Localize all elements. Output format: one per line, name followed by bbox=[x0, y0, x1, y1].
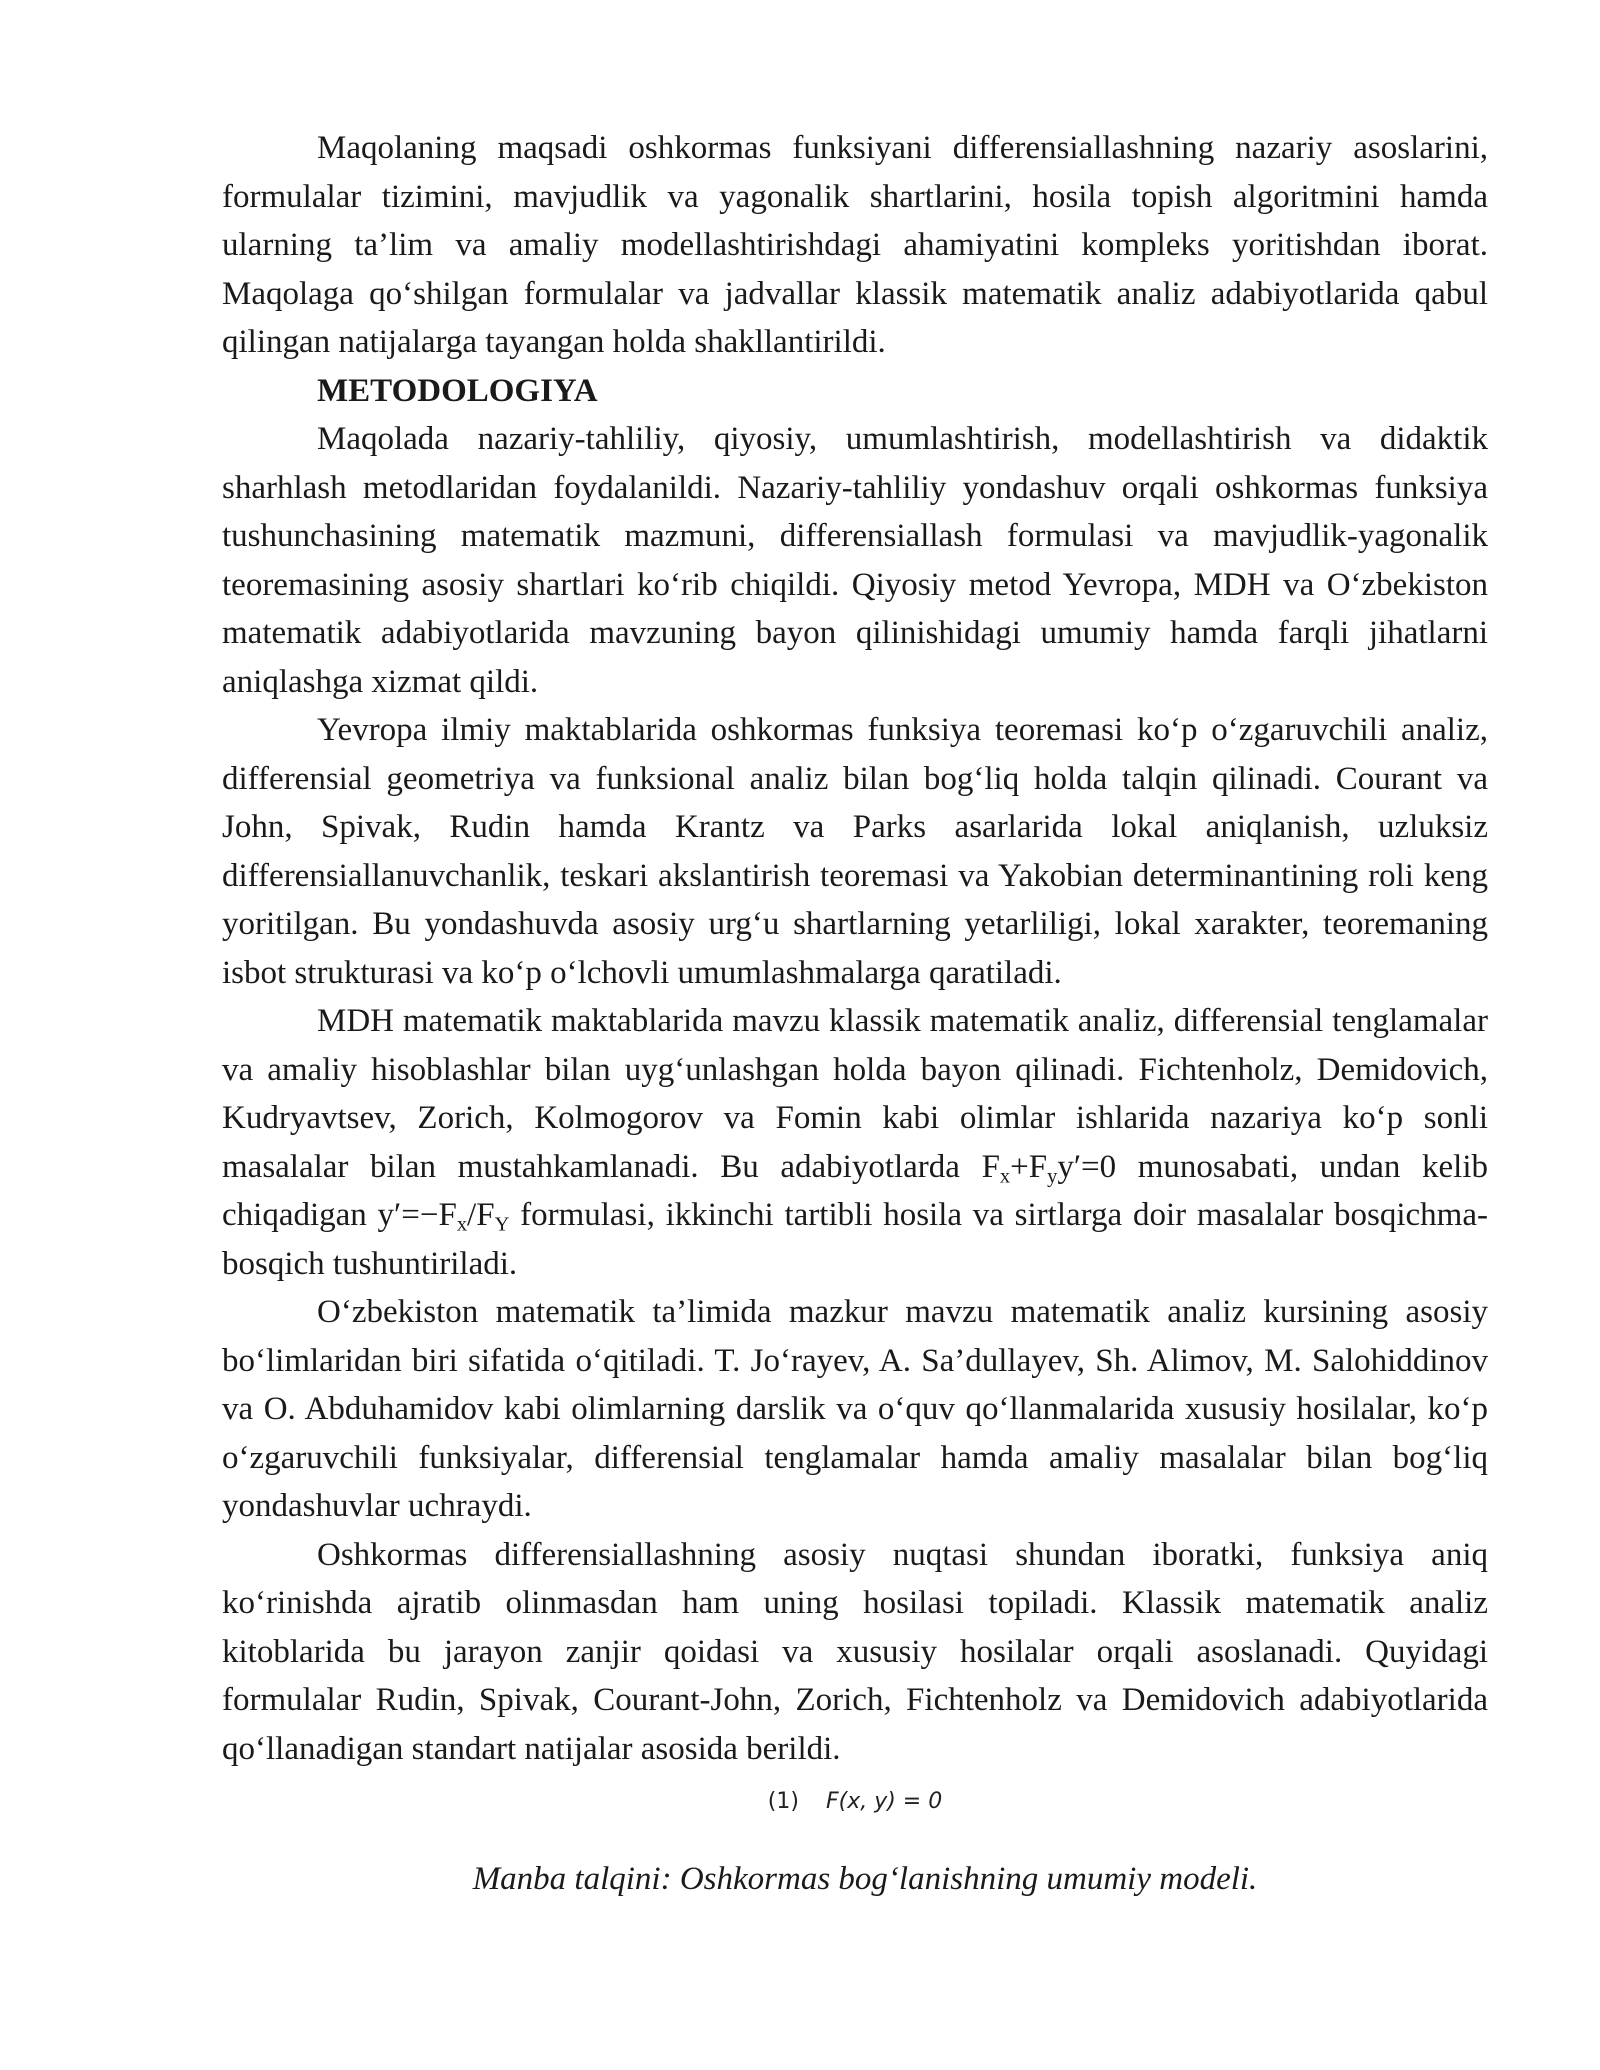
paragraph-implicit-differentiation: Oshkormas differensiallashning asosiy nuqtasi shundan iboratki, funksiya aniq ko‘rinishda ajratib olinmasdan ham uning hosilasi topiladi. Klassik matematik analiz kitoblarida bu jarayon zanjir qoidasi va xususiy hosilalar orqali asoslanadi. Quyidagi formulalar Rudin, Spivak, Courant-John, Zorich, Fichtenholz va Demidovich adabiyotlarida qo‘llanadigan standart natijalar asosida berildi. bbox=[222, 1536, 1488, 1767]
subscript-x: x bbox=[999, 1165, 1011, 1188]
section-heading-methodology: METODOLOGIYA bbox=[317, 372, 598, 409]
paragraph-methods: Maqolada nazariy-tahliliy, qiyosiy, umumlashtirish, modellashtirish va didaktik sharhlash metodlaridan foydalanildi. Nazariy-tahliliy yondashuv orqali oshkormas funksiya tushunchasining matematik mazmuni, differensiallash formulasi va mavjudlik-yagonalik teoremasining asosiy shartlari ko‘rib chiqildi. Qiyosiy metod Yevropa, MDH va O‘zbekiston matematik adabiyotlarida mavzuning bayon qilinishidagi umumiy hamda farqli jihatlarni aniqlashga xizmat qildi. bbox=[222, 421, 1488, 700]
formula-inline-plus-F: +F bbox=[1010, 1148, 1048, 1185]
equation-text: F(x, y) = 0 bbox=[825, 1789, 943, 1814]
subscript-x-2: x bbox=[456, 1213, 468, 1236]
paragraph-cis bbox=[222, 997, 1488, 1288]
paragraph-cis-text-end: formulasi, ikkinchi tartibli hosila va sirtlarga doir masalalar bosqichma-bosqich tushuntiriladi. bbox=[222, 1197, 1488, 1282]
subscript-y: y bbox=[1047, 1165, 1058, 1188]
equation-1 bbox=[222, 1787, 1488, 1817]
paragraph-cis-text-mid: y′=0 munosabati, undan kelib chiqadigan y′=−F bbox=[222, 1148, 1488, 1233]
paragraph-cis-text-start: MDH matematik maktablarida mavzu klassik matematik analiz, differensial tenglamalar va amaliy hisoblashlar bilan uyg‘unlashgan holda bayon qilinadi. Fichtenholz, Demidovich, Kudryavtsev, Zorich, Kolmogorov va Fomin kabi olimlar ishlarida nazariya ko‘p sonli masalalar bilan mustahkamlanadi. Bu adabiyotlarda bbox=[222, 1003, 1488, 1185]
paragraph-europe: Yevropa ilmiy maktablarida oshkormas funksiya teoremasi ko‘p o‘zgaruvchili analiz, differensial geometriya va funksional analiz bilan bog‘liq holda talqin qilinadi. Courant va John, Spivak, Rudin hamda Krantz va Parks asarlarida lokal aniqlanish, uzluksiz differensiallanuvchanlik, teskari akslantirish teoremasi va Yakobian determinantining roli keng yoritilgan. Bu yondashuvda asosiy urg‘u shartlarning yetarliligi, lokal xarakter, teoremaning isbot strukturasi va ko‘p o‘lchovli umumlashmalarga qaratiladi. bbox=[222, 712, 1488, 991]
equation-expression bbox=[826, 1789, 942, 1814]
subscript-y-2: Y bbox=[494, 1213, 510, 1236]
equation-number: (1) bbox=[767, 1789, 799, 1814]
equation-caption: Manba talqini: Oshkormas bog‘lanishning umumiy modeli. bbox=[472, 1861, 1258, 1897]
formula-inline-slash-F: /F bbox=[467, 1197, 495, 1233]
paragraph-aim: Maqolaning maqsadi oshkormas funksiyani differensiallashning nazariy asoslarini, formulalar tizimini, mavjudlik va yagonalik shartlarini, hosila topish algoritmini hamda ularning ta’lim va amaliy modellashtirishdagi ahamiyatini kompleks yoritishdan iborat. Maqolaga qo‘shilgan formulalar va jadvallar klassik matematik analiz adabiyotlarida qabul qilingan natijalarga tayangan holda shakllantirildi. bbox=[222, 130, 1488, 360]
document-page bbox=[222, 124, 1488, 1901]
paragraph-uzbekistan: O‘zbekiston matematik ta’limida mazkur mavzu matematik analiz kursining asosiy bo‘limlaridan biri sifatida o‘qitiladi. T. Jo‘rayev, A. Sa’dullayev, Sh. Alimov, M. Salohiddinov va O. Abduhamidov kabi olimlarning darslik va o‘quv qo‘llanmalarida xususiy hosilalar, ko‘p o‘zgaruvchili funksiyalar, differensial tenglamalar hamda amaliy masalalar bilan bog‘liq yondashuvlar uchraydi. bbox=[222, 1294, 1488, 1524]
formula-inline-F: F bbox=[981, 1148, 1000, 1185]
